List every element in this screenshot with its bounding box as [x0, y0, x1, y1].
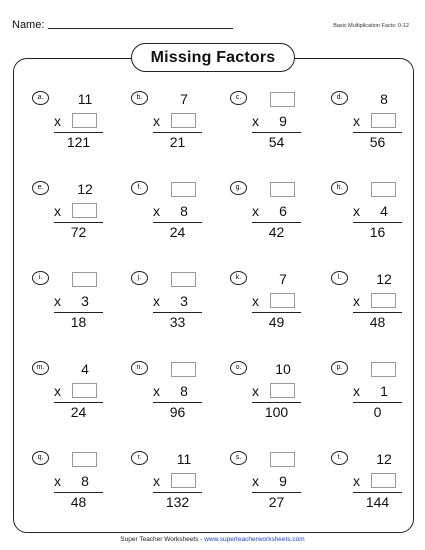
product: 144	[365, 494, 390, 510]
problem-c	[230, 91, 320, 163]
multiply-sign: x	[153, 473, 160, 489]
worksheet-title: Missing Factors	[131, 43, 295, 72]
name-line[interactable]	[48, 28, 233, 29]
multiply-sign: x	[353, 203, 360, 219]
top-factor: 8	[380, 91, 388, 107]
answer-rule	[252, 132, 301, 133]
problem-s	[230, 451, 320, 523]
missing-factor-box[interactable]	[270, 92, 295, 107]
product: 18	[70, 314, 87, 330]
missing-factor-box[interactable]	[72, 452, 97, 467]
product: 24	[70, 404, 87, 420]
multiply-sign: x	[153, 293, 160, 309]
answer-rule	[353, 402, 402, 403]
product: 96	[169, 404, 186, 420]
worksheet-subtitle: Basic Multiplication Facts: 0-12	[333, 23, 409, 29]
multiply-sign: x	[153, 383, 160, 399]
product: 0	[373, 404, 382, 420]
product: 48	[70, 494, 87, 510]
footer-separator: -	[198, 536, 205, 543]
missing-factor-box[interactable]	[171, 182, 196, 197]
problem-label: j.	[131, 271, 148, 285]
problem-g	[230, 181, 320, 253]
multiply-sign: x	[252, 383, 259, 399]
problem-l	[331, 271, 421, 343]
product: 56	[369, 134, 386, 150]
answer-rule	[54, 492, 103, 493]
missing-factor-box[interactable]	[72, 203, 97, 218]
answer-rule	[54, 132, 103, 133]
answer-rule	[54, 312, 103, 313]
top-factor: 12	[77, 181, 93, 197]
problem-label: a.	[32, 91, 49, 105]
problem-q	[32, 451, 122, 523]
bottom-factor: 9	[279, 113, 287, 129]
name-label: Name:	[12, 19, 45, 31]
problem-label: e.	[32, 181, 49, 195]
multiply-sign: x	[353, 113, 360, 129]
missing-factor-box[interactable]	[371, 362, 396, 377]
problem-label: q.	[32, 451, 49, 465]
problem-i	[32, 271, 122, 343]
top-factor: 12	[376, 271, 392, 287]
problem-e	[32, 181, 122, 253]
missing-factor-box[interactable]	[171, 113, 196, 128]
top-factor: 11	[176, 451, 192, 467]
problem-label: s.	[230, 451, 247, 465]
missing-factor-box[interactable]	[171, 272, 196, 287]
top-factor: 4	[81, 361, 89, 377]
bottom-factor: 9	[279, 473, 287, 489]
problem-label: h.	[331, 181, 348, 195]
missing-factor-box[interactable]	[171, 362, 196, 377]
product: 16	[369, 224, 386, 240]
problem-label: c.	[230, 91, 247, 105]
problem-p	[331, 361, 421, 433]
missing-factor-box[interactable]	[371, 182, 396, 197]
problem-k	[230, 271, 320, 343]
top-factor: 10	[275, 361, 291, 377]
problem-label: i.	[32, 271, 49, 285]
product: 27	[268, 494, 285, 510]
answer-rule	[153, 492, 202, 493]
missing-factor-box[interactable]	[371, 473, 396, 488]
problem-label: l.	[331, 271, 348, 285]
answer-rule	[252, 312, 301, 313]
problem-label: b.	[131, 91, 148, 105]
problem-label: o.	[230, 361, 247, 375]
missing-factor-box[interactable]	[270, 182, 295, 197]
problem-n	[131, 361, 221, 433]
problem-label: d.	[331, 91, 348, 105]
product: 72	[70, 224, 87, 240]
multiply-sign: x	[54, 293, 61, 309]
missing-factor-box[interactable]	[270, 293, 295, 308]
bottom-factor: 3	[180, 293, 188, 309]
multiply-sign: x	[153, 203, 160, 219]
problem-label: f.	[131, 181, 148, 195]
worksheet-header	[0, 0, 425, 36]
missing-factor-box[interactable]	[72, 272, 97, 287]
product: 21	[169, 134, 186, 150]
problem-a	[32, 91, 122, 163]
problem-j	[131, 271, 221, 343]
problem-m	[32, 361, 122, 433]
product: 24	[169, 224, 186, 240]
answer-rule	[252, 402, 301, 403]
multiply-sign: x	[252, 293, 259, 309]
answer-rule	[353, 492, 402, 493]
problem-r	[131, 451, 221, 523]
answer-rule	[353, 132, 402, 133]
bottom-factor: 8	[180, 203, 188, 219]
problem-d	[331, 91, 421, 163]
problem-b	[131, 91, 221, 163]
bottom-factor: 4	[380, 203, 388, 219]
product: 100	[264, 404, 289, 420]
problem-label: r.	[131, 451, 148, 465]
multiply-sign: x	[353, 293, 360, 309]
multiply-sign: x	[54, 473, 61, 489]
multiply-sign: x	[252, 113, 259, 129]
problem-o	[230, 361, 320, 433]
footer-brand: Super Teacher Worksheets	[120, 536, 199, 543]
problem-label: p.	[331, 361, 348, 375]
product: 42	[268, 224, 285, 240]
bottom-factor: 3	[81, 293, 89, 309]
bottom-factor: 8	[180, 383, 188, 399]
missing-factor-box[interactable]	[371, 113, 396, 128]
multiply-sign: x	[54, 203, 61, 219]
footer	[0, 536, 425, 544]
problem-h	[331, 181, 421, 253]
multiply-sign: x	[153, 113, 160, 129]
missing-factor-box[interactable]	[72, 383, 97, 398]
multiply-sign: x	[54, 113, 61, 129]
problem-t	[331, 451, 421, 523]
answer-rule	[153, 312, 202, 313]
product: 49	[268, 314, 285, 330]
multiply-sign: x	[353, 473, 360, 489]
problem-label: g.	[230, 181, 247, 195]
product: 33	[169, 314, 186, 330]
top-factor: 7	[180, 91, 188, 107]
problem-f	[131, 181, 221, 253]
footer-url[interactable]: www.superteacherworksheets.com	[204, 536, 305, 543]
multiply-sign: x	[54, 383, 61, 399]
answer-rule	[54, 222, 103, 223]
bottom-factor: 8	[81, 473, 89, 489]
missing-factor-box[interactable]	[270, 452, 295, 467]
answer-rule	[54, 402, 103, 403]
multiply-sign: x	[252, 473, 259, 489]
multiply-sign: x	[252, 203, 259, 219]
answer-rule	[353, 312, 402, 313]
bottom-factor: 1	[380, 383, 388, 399]
answer-rule	[252, 222, 301, 223]
top-factor: 12	[376, 451, 392, 467]
answer-rule	[252, 492, 301, 493]
missing-factor-box[interactable]	[72, 113, 97, 128]
problem-label: m.	[32, 361, 49, 375]
product: 132	[165, 494, 190, 510]
problem-label: t.	[331, 451, 348, 465]
multiply-sign: x	[353, 383, 360, 399]
missing-factor-box[interactable]	[371, 293, 396, 308]
answer-rule	[153, 402, 202, 403]
answer-rule	[353, 222, 402, 223]
problem-label: k.	[230, 271, 247, 285]
top-factor: 7	[279, 271, 287, 287]
answer-rule	[153, 132, 202, 133]
product: 54	[268, 134, 285, 150]
missing-factor-box[interactable]	[270, 383, 295, 398]
product: 48	[369, 314, 386, 330]
problem-label: n.	[131, 361, 148, 375]
answer-rule	[153, 222, 202, 223]
product: 121	[66, 134, 91, 150]
bottom-factor: 6	[279, 203, 287, 219]
top-factor: 11	[77, 91, 93, 107]
missing-factor-box[interactable]	[171, 473, 196, 488]
